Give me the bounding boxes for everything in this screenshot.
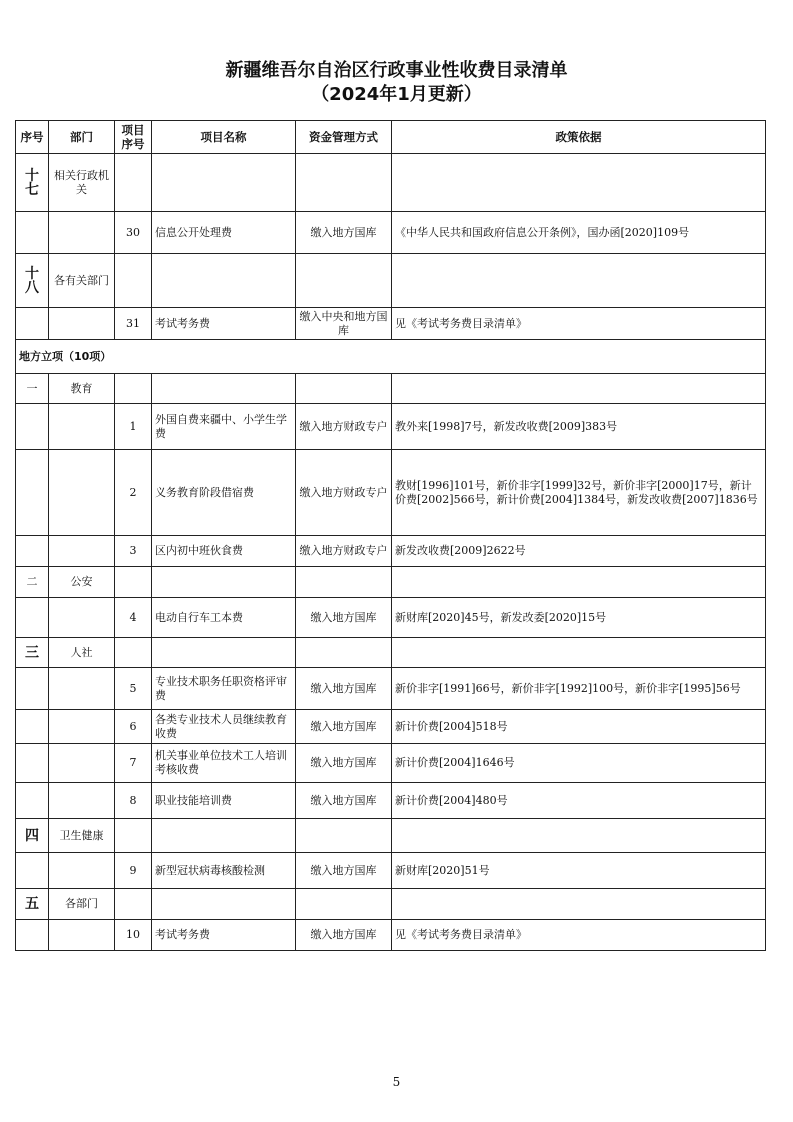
table-row — [16, 920, 766, 951]
row-item-no: 2 — [115, 450, 152, 536]
row-item-no: 5 — [115, 668, 152, 710]
row-item-no: 6 — [115, 710, 152, 744]
row-dept: 教育 — [49, 374, 115, 404]
table-row — [16, 668, 766, 710]
row-policy: 新价非字[1991]66号，新价非字[1992]100号，新价非字[1995]56号 — [392, 668, 766, 710]
row-policy: 新计价费[2004]480号 — [392, 783, 766, 819]
row-fund-mgmt: 缴入地方国库 — [296, 598, 392, 638]
table-row — [16, 154, 766, 212]
table-row — [16, 404, 766, 450]
row-fund-mgmt: 缴入地方国库 — [296, 920, 392, 951]
row-fund-mgmt: 缴入地方国库 — [296, 783, 392, 819]
row-dept: 各部门 — [49, 889, 115, 920]
table-row — [16, 598, 766, 638]
row-dept: 各有关部门 — [49, 254, 115, 308]
table-row — [16, 308, 766, 340]
table-row — [16, 819, 766, 853]
row-item-name: 电动自行车工本费 — [152, 598, 296, 638]
row-item-name: 考试考务费 — [152, 308, 296, 340]
row-item-no: 4 — [115, 598, 152, 638]
table-row — [16, 374, 766, 404]
row-dept: 人社 — [49, 638, 115, 668]
row-policy: 新财库[2020]51号 — [392, 853, 766, 889]
fee-catalog-table — [15, 120, 766, 951]
row-item-no: 3 — [115, 536, 152, 567]
row-item-no: 9 — [115, 853, 152, 889]
row-fund-mgmt: 缴入地方国库 — [296, 853, 392, 889]
row-fund-mgmt: 缴入地方财政专户 — [296, 404, 392, 450]
row-policy: 教财[1996]101号，新价非字[1999]32号，新价非字[2000]17号，新计价费[2002]566号，新计价费[2004]1384号，新发改收费[2007]1836号 — [392, 450, 766, 536]
table-row — [16, 710, 766, 744]
table-header-row — [16, 121, 766, 154]
row-fund-mgmt: 缴入地方财政专户 — [296, 450, 392, 536]
row-policy: 新财库[2020]45号，新发改委[2020]15号 — [392, 598, 766, 638]
row-dept: 相关行政机关 — [49, 154, 115, 212]
document-title: 新疆维吾尔自治区行政事业性收费目录清单 — [225, 60, 568, 81]
table-row — [16, 212, 766, 254]
row-policy: 见《考试考务费目录清单》 — [392, 920, 766, 951]
row-item-no: 7 — [115, 744, 152, 783]
row-fund-mgmt: 缴入地方国库 — [296, 710, 392, 744]
document-subtitle: （2024年1月更新） — [311, 84, 482, 105]
row-policy: 新发改收费[2009]2622号 — [392, 536, 766, 567]
row-seq: 四 — [16, 819, 49, 853]
row-item-name: 各类专业技术人员继续教育收费 — [152, 710, 296, 744]
header-dept: 部门 — [49, 121, 115, 154]
row-seq: 十八 — [16, 254, 49, 308]
row-item-name: 机关事业单位技术工人培训考核收费 — [152, 744, 296, 783]
row-item-no: 30 — [115, 212, 152, 254]
table-row — [16, 889, 766, 920]
row-item-name: 考试考务费 — [152, 920, 296, 951]
row-fund-mgmt: 缴入地方国库 — [296, 668, 392, 710]
row-item-name: 外国自费来疆中、小学生学费 — [152, 404, 296, 450]
header-item-name: 项目名称 — [152, 121, 296, 154]
table-row — [16, 450, 766, 536]
table-row — [16, 783, 766, 819]
page-number: 5 — [392, 1075, 401, 1089]
row-policy: 见《考试考务费目录清单》 — [392, 308, 766, 340]
row-item-name: 职业技能培训费 — [152, 783, 296, 819]
table-row — [16, 254, 766, 308]
header-fund-mgmt: 资金管理方式 — [296, 121, 392, 154]
row-item-name: 专业技术职务任职资格评审费 — [152, 668, 296, 710]
row-fund-mgmt: 缴入地方国库 — [296, 212, 392, 254]
row-item-no: 10 — [115, 920, 152, 951]
row-fund-mgmt: 缴入地方国库 — [296, 744, 392, 783]
row-item-no: 1 — [115, 404, 152, 450]
row-seq: 十七 — [16, 154, 49, 212]
row-seq: 三 — [16, 638, 49, 668]
row-seq: 二 — [16, 567, 49, 598]
row-policy: 新计价费[2004]1646号 — [392, 744, 766, 783]
row-policy: 《中华人民共和国政府信息公开条例》，国办函[2020]109号 — [392, 212, 766, 254]
table-row — [16, 853, 766, 889]
table-row — [16, 744, 766, 783]
row-dept: 公安 — [49, 567, 115, 598]
header-item-no: 项目 序号 — [115, 121, 152, 154]
row-policy: 教外来[1998]7号，新发改收费[2009]383号 — [392, 404, 766, 450]
table-row — [16, 536, 766, 567]
table-row — [16, 638, 766, 668]
row-item-name: 区内初中班伙食费 — [152, 536, 296, 567]
row-policy: 新计价费[2004]518号 — [392, 710, 766, 744]
row-seq: 五 — [16, 889, 49, 920]
row-item-name: 信息公开处理费 — [152, 212, 296, 254]
header-seq: 序号 — [16, 121, 49, 154]
row-seq: 一 — [16, 374, 49, 404]
row-item-no: 31 — [115, 308, 152, 340]
table-row — [16, 567, 766, 598]
row-dept: 卫生健康 — [49, 819, 115, 853]
row-item-name: 新型冠状病毒核酸检测 — [152, 853, 296, 889]
row-fund-mgmt: 缴入地方财政专户 — [296, 536, 392, 567]
header-policy: 政策依据 — [392, 121, 766, 154]
section-heading: 地方立项（10项） — [16, 340, 766, 374]
row-fund-mgmt: 缴入中央和地方国库 — [296, 308, 392, 340]
section-row — [16, 340, 766, 374]
row-item-name: 义务教育阶段借宿费 — [152, 450, 296, 536]
row-item-no: 8 — [115, 783, 152, 819]
